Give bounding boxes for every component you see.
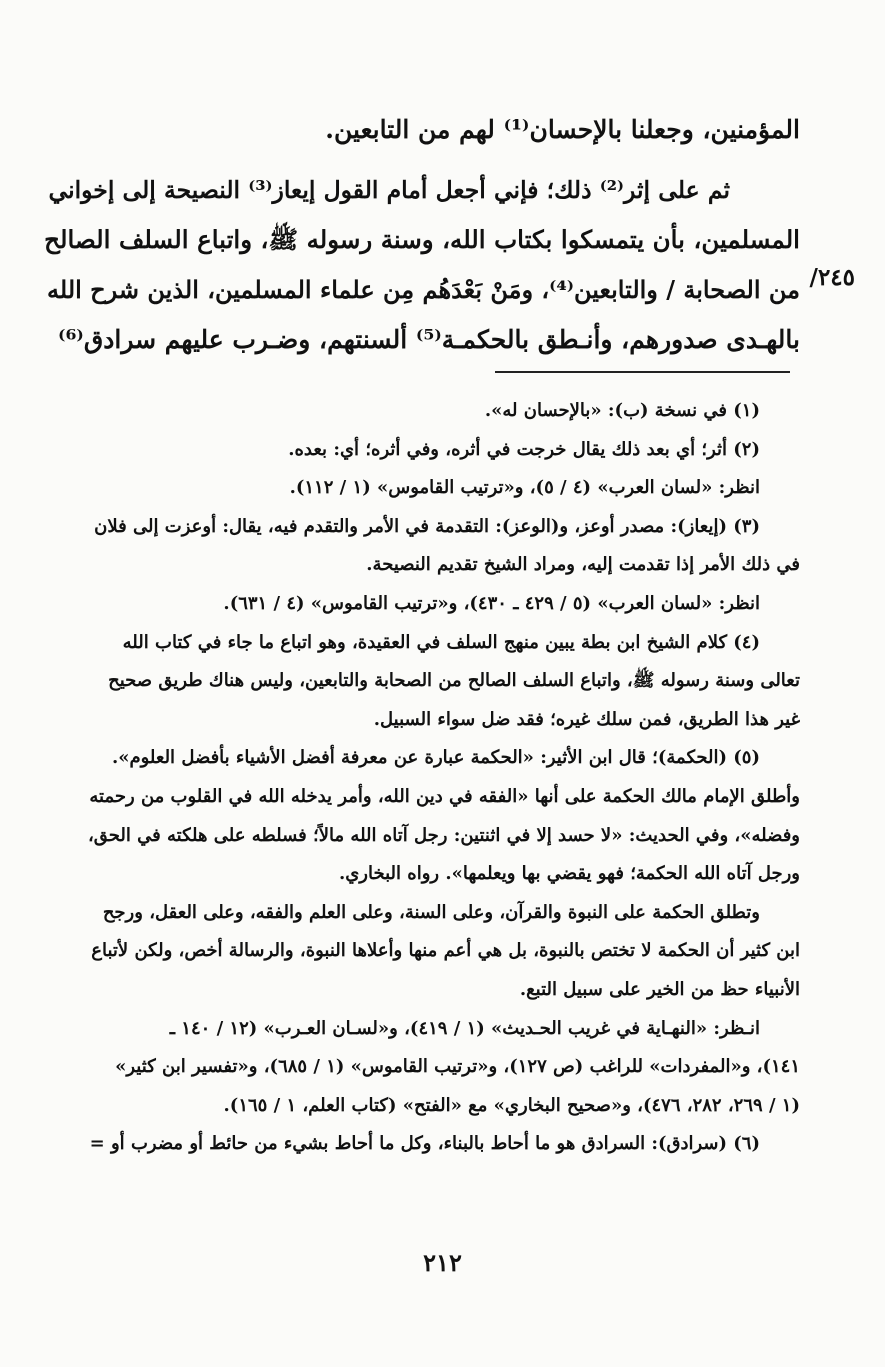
footnote-line: ١٤١)، و«المفردات» للراغب (ص ١٢٧)، و«ترتيب القاموس» (١ / ٦٨٥)، و«تفسير ابن كثير»: [115, 1056, 800, 1078]
footnote-line: ابن كثير أن الحكمة لا تختص بالنبوة، بل هي أعم منها وأعلاها النبوة، والرسالة أخص، ولكن لأتباع: [91, 940, 800, 962]
margin-page-reference: ٢٤٥/: [809, 264, 855, 291]
footnotes-block: [50, 392, 800, 1164]
footnote-line: انـظر: «النهـاية في غريب الحـديث» (١ / ٤١٩)، و«لسـان العـرب» (١٢ / ١٤٠ ـ: [169, 1017, 760, 1039]
footnote-line: (٤) كلام الشيخ ابن بطة يبين منهج السلف في العقيدة، وهو اتباع ما جاء في كتاب الله: [122, 631, 760, 653]
footnote-line: (٥) (الحكمة)؛ قال ابن الأثير: «الحكمة عبارة عن معرفة أفضل الأشياء بأفضل العلوم».: [111, 747, 760, 769]
footnote-line: في ذلك الأمر إذا تقدمت إليه، ومراد الشيخ تقديم النصيحة.: [366, 554, 800, 576]
footnote-line: (١) في نسخة (ب): «بالإحسان له».: [484, 400, 760, 421]
footnote-line: ورجل آتاه الله الحكمة؛ فهو يقضي بها ويعلمها». رواه البخاري.: [338, 863, 800, 885]
footnote-line: وفضله»، وفي الحديث: «لا حسد إلا في اثنتين: رجل آتاه الله مالاً؛ فسلطه على هلكته في الحق،: [87, 824, 800, 846]
main-line: ثم على إثر⁽²⁾ ذلك؛ فإني أجعل أمام القول إيعاز⁽³⁾ النصيحة إلى إخواني: [48, 176, 730, 204]
main-line: من الصحابة / والتابعين⁽⁴⁾، ومَنْ بَعْدَهُم مِن علماء المسلمين، الذين شرح الله: [47, 275, 800, 304]
footnote-line: (٣) (إيعاز): مصدر أوعز، و(الوعز): التقدمة في الأمر والتقدم فيه، يقال: أوعزت إلى فلان: [94, 515, 760, 537]
page-number: ٢١٢: [423, 1248, 462, 1277]
footnote-separator: [495, 371, 790, 373]
footnote-line: وتطلق الحكمة على النبوة والقرآن، وعلى السنة، وعلى العلم والفقه، وعلى العقل، ورجح: [102, 901, 760, 923]
footnote-line: (٢) أثر؛ أي بعد ذلك يقال خرجت في أثره، وفي أثره؛ أي: بعده.: [288, 438, 760, 460]
footnote-line: (٦) (سرادق): السرادق هو ما أحاط بالبناء، وكل ما أحاط بشيء من حائط أو مضرب أو =: [89, 1133, 760, 1155]
footnote-line: (١ / ٢٦٩، ٢٨٢، ٤٧٦)، و«صحيح البخاري» مع «الفتح» (كتاب العلم، ١ / ١٦٥).: [223, 1094, 800, 1116]
footnote-line: الأنبياء حظ من الخير على سبيل التبع.: [519, 978, 800, 1000]
footnote-line: وأطلق الإمام مالك الحكمة على أنها «الفقه في دين الله، وأمر يدخله الله في القلوب من رحمته: [89, 785, 800, 807]
footnote-line: انظر: «لسان العرب» (٥ / ٤٢٩ ـ ٤٣٠)، و«ترتيب القاموس» (٤ / ٦٣١).: [223, 592, 760, 614]
main-line: بالهـدى صدورهم، وأنـطق بالحكمـة⁽⁵⁾ ألسنتهم، وضـرب عليهم سرادق⁽⁶⁾: [58, 325, 800, 354]
main-line: المؤمنين، وجعلنا بالإحسان⁽¹⁾ لهم من التابعين.: [325, 115, 800, 144]
main-line: المسلمين، بأن يتمسكوا بكتاب الله، وسنة رسوله ﷺ، واتباع السلف الصالح: [44, 225, 800, 254]
footnote-line: تعالى وسنة رسوله ﷺ، واتباع السلف الصالح من الصحابة والتابعين، وليس هناك طريق صحيح: [108, 670, 800, 692]
footnote-line: انظر: «لسان العرب» (٤ / ٥)، و«ترتيب القاموس» (١ / ١١٢).: [289, 477, 760, 499]
footnote-line: غير هذا الطريق، فمن سلك غيره؛ فقد ضل سواء السبيل.: [373, 708, 800, 730]
main-text-block: [40, 105, 800, 365]
